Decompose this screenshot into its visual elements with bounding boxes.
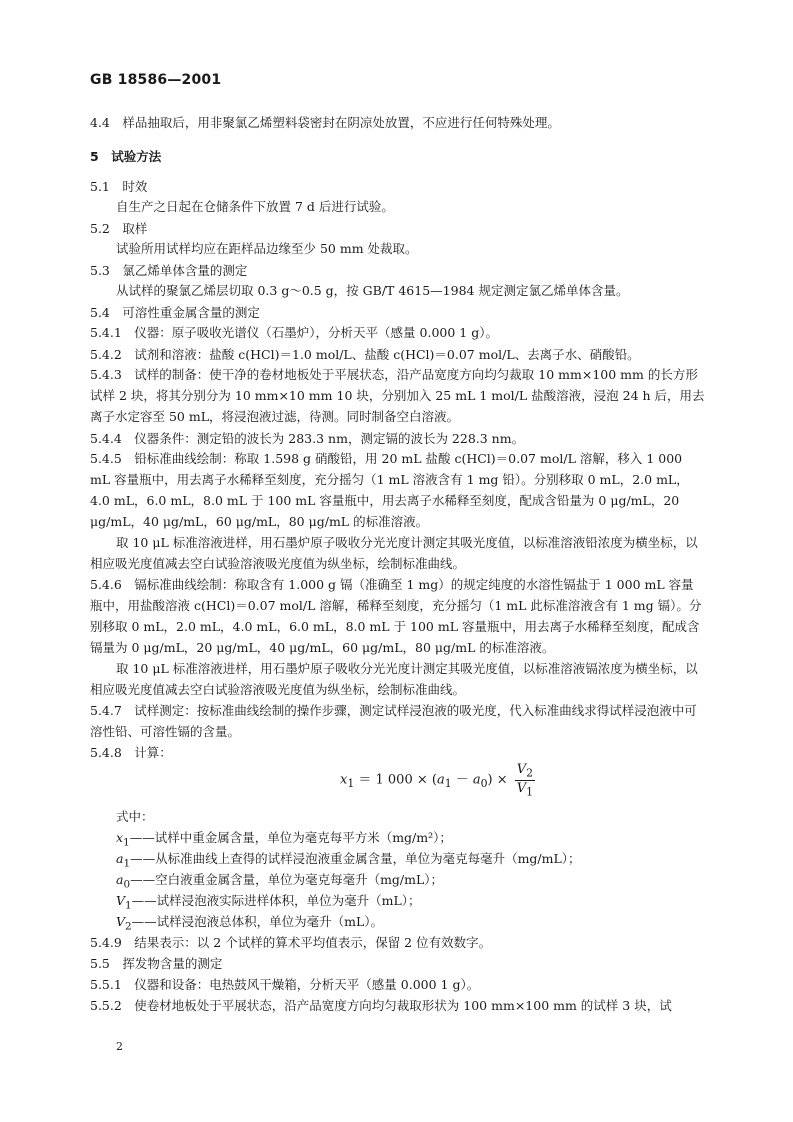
denominator-symbol: V [516,780,527,796]
formula-mid: ＝ 1 000 × ( [354,772,437,788]
clause-5-4-3: 5.4.3 试样的制备：使干净的卷材地板处于平展状态，沿产品宽度方向均匀裁取 10 mm×100 mm 的长方形试样 2 块，将其分别分为 10 mm×10 mm 10 块，分别加入 25 mL 1 mol/L 盐酸溶液，浸泡 24 h 后，用去离子水定容至 50 mL，将浸泡液过滤，待测。同时制备空白溶液。 [90,367,705,424]
def-symbol-sub: 2 [125,920,132,933]
clause-5-5-title: 5.5 挥发物含量的测定 [90,956,223,971]
where-label: 式中： [116,809,154,824]
clause-5-4-6-procedure: 取 10 μL 标准溶液进样，用石墨炉原子吸收分光光度计测定其吸光度值，以标准溶液镉浓度为横坐标，以相应吸光度值减去空白试验溶液吸光度值为纵坐标，绘制标准曲线。 [90,661,698,697]
def-symbol-sub: 1 [123,836,130,849]
clause-5-4-9: 5.4.9 结果表示：以 2 个试样的算术平均值表示，保留 2 位有效数字。 [90,935,492,950]
def-text: ——试样浸泡液实际进样体积，单位为毫升（mL）； [131,893,421,908]
clause-5-2-title: 5.2 取样 [90,221,148,236]
formula-numerator [515,762,535,781]
formula-a1: a [436,772,445,788]
def-symbol: V [116,914,126,929]
clause-5-3-body: 从试样的聚氯乙烯层切取 0.3 g～0.5 g，按 GB/T 4615—1984 规定测定氯乙烯单体含量。 [116,283,629,298]
def-symbol-sub: 0 [123,878,131,891]
def-text: ——试样浸泡液总体积，单位为毫升（mL）。 [131,914,384,929]
formula-close: ) × [487,772,508,788]
clause-5-1-body: 自生产之日起在仓储条件下放置 7 d 后进行试验。 [116,199,394,214]
clause-5-4-2: 5.4.2 试剂和溶液：盐酸 c(HCl)＝1.0 mol/L、盐酸 c(HCl)＝0.07 mol/L、去离子水、硝酸铅。 [90,347,640,362]
def-symbol: x [116,830,124,845]
formula-a0-sub: 0 [480,777,488,791]
page-number: 2 [116,1040,123,1053]
def-text: ——空白液重金属含量，单位为毫克每毫升（mg/mL）； [130,872,444,887]
clause-5-4-5: 5.4.5 铅标准曲线绘制：称取 1.598 g 硝酸铅，用 20 mL 盐酸 c(HCl)＝0.07 mol/L 溶解，移入 1 000 mL 容量瓶中，用去离子水稀释至刻度，充分摇匀（1 mL 溶液含有 1 mg 铅）。分别移取 0 mL，2.0 mL，4.0 mL，6.0 mL，8.0 mL 于 100 mL 容量瓶中，用去离子水稀释至刻度，配成含铅量为 0 μg/mL，20 μg/mL，40 μg/mL，60 μg/mL，80 μg/mL 的标准溶液。 [90,451,689,529]
formula-denominator [515,781,535,799]
clause-5-4-7: 5.4.7 试样测定：按标准曲线绘制的操作步骤，测定试样浸泡液的吸光度，代入标准曲线求得试样浸泡液中可溶性铅、可溶性镉的含量。 [90,703,697,739]
clause-5-4-title: 5.4 可溶性重金属含量的测定 [90,305,260,320]
clause-5-4-4: 5.4.4 仪器条件：测定铅的波长为 283.3 nm，测定镉的波长为 228.3 nm。 [90,431,525,446]
formula-lhs-sub: 1 [347,777,355,791]
clause-5-4-6: 5.4.6 镉标准曲线绘制：称取含有 1.000 g 镉（准确至 1 mg）的规定纯度的水溶性镉盐于 1 000 mL 容量瓶中，用盐酸溶液 c(HCl)＝0.07 mol/L 溶解，稀释至刻度，充分摇匀（1 mL 此标准溶液含有 1 mg 镉）。分别移取 0 mL，2.0 mL，4.0 mL，6.0 mL，8.0 mL 于 100 mL 容量瓶中，用去离子水稀释至刻度，配成含镉量为 0 μg/mL，20 μg/mL，40 μg/mL，60 μg/mL，80 μg/mL 的标准溶液。 [90,577,702,655]
def-symbol: a [116,872,124,887]
def-symbol: a [116,851,124,866]
clause-5-1-title: 5.1 时效 [90,179,148,194]
def-text: ——试样中重金属含量，单位为毫克每平方米（mg/m²）； [129,830,452,845]
def-symbol-sub: 1 [125,899,132,912]
clause-5-4-5-procedure: 取 10 μL 标准溶液进样，用石墨炉原子吸收分光光度计测定其吸光度值，以标准溶液铅浓度为横坐标，以相应吸光度值减去空白试验溶液吸光度值为纵坐标，绘制标准曲线。 [90,535,698,571]
calculation-formula [340,762,535,798]
formula-a1-sub: 1 [444,777,452,791]
standard-header: GB 18586—2001 [90,72,222,88]
section-5-heading: 5 试验方法 [90,149,162,164]
formula-fraction [515,762,535,798]
numerator-symbol: V [516,762,527,777]
clause-5-4-8: 5.4.8 计算： [90,745,172,760]
clause-5-4-1: 5.4.1 仪器：原子吸收光谱仪（石墨炉），分析天平（感量 0.000 1 g）。 [90,325,498,340]
clause-5-2-body: 试验所用试样均应在距样品边缘至少 50 mm 处裁取。 [116,241,418,256]
denominator-sub: 1 [526,785,534,799]
numerator-sub: 2 [526,766,534,780]
clause-4-4: 4.4 样品抽取后，用非聚氯乙烯塑料袋密封在阴凉处放置，不应进行任何特殊处理。 [90,115,560,130]
clause-5-5-2: 5.5.2 使卷材地板处于平展状态，沿产品宽度方向均匀裁取形状为 100 mm×100 mm 的试样 3 块，试 [90,998,672,1013]
def-symbol: V [116,893,126,908]
formula-minus: － [451,772,473,788]
formula-a0: a [472,772,481,788]
def-text: ——从标准曲线上查得的试样浸泡液重金属含量，单位为毫克每毫升（mg/mL）； [130,851,581,866]
def-symbol-sub: 1 [123,857,131,870]
formula-lhs: x [340,772,348,788]
clause-5-5-1: 5.5.1 仪器和设备：电热鼓风干燥箱，分析天平（感量 0.000 1 g）。 [90,977,480,992]
clause-5-3-title: 5.3 氯乙烯单体含量的测定 [90,263,248,278]
